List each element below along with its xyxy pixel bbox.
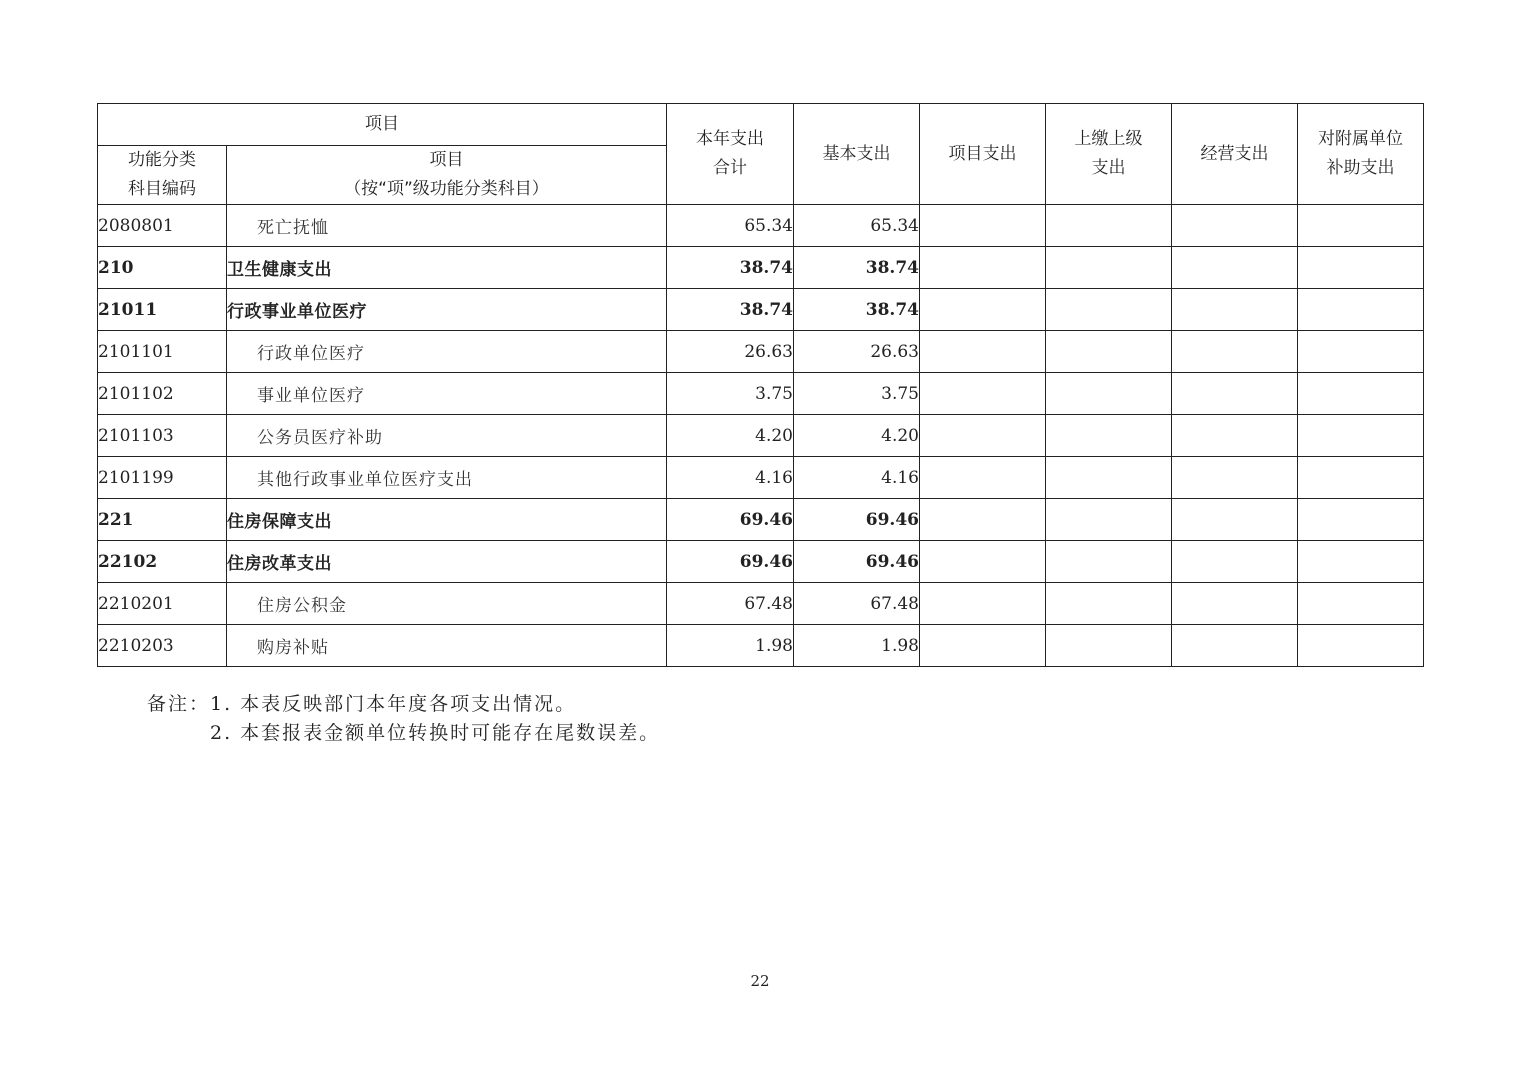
cell-upper [1046, 499, 1172, 541]
cell-total: 26.63 [667, 331, 794, 373]
cell-subsidy [1298, 541, 1424, 583]
cell-basic: 4.20 [794, 415, 920, 457]
table-row [98, 625, 1424, 667]
cell-operating [1172, 205, 1298, 247]
cell-code: 2210203 [98, 625, 227, 667]
cell-project [920, 247, 1046, 289]
table-row [98, 205, 1424, 247]
table-row [98, 289, 1424, 331]
cell-basic: 26.63 [794, 331, 920, 373]
cell-upper [1046, 541, 1172, 583]
cell-code: 2101199 [98, 457, 227, 499]
cell-basic: 38.74 [794, 247, 920, 289]
cell-name: 公务员医疗补助 [227, 415, 667, 457]
header-project: 项目支出 [920, 104, 1046, 205]
cell-upper [1046, 457, 1172, 499]
cell-subsidy [1298, 415, 1424, 457]
cell-subsidy [1298, 247, 1424, 289]
cell-project [920, 457, 1046, 499]
cell-operating [1172, 625, 1298, 667]
cell-name: 行政单位医疗 [227, 331, 667, 373]
note-line-2: 2. 本套报表金额单位转换时可能存在尾数误差。 [210, 722, 661, 744]
cell-project [920, 499, 1046, 541]
cell-code: 21011 [98, 289, 227, 331]
cell-name: 住房公积金 [227, 583, 667, 625]
cell-basic: 3.75 [794, 373, 920, 415]
cell-total: 1.98 [667, 625, 794, 667]
cell-project [920, 625, 1046, 667]
cell-operating [1172, 457, 1298, 499]
cell-basic: 69.46 [794, 499, 920, 541]
cell-basic: 38.74 [794, 289, 920, 331]
header-name: 项目 （按“项”级功能分类科目） [227, 146, 667, 205]
cell-subsidy [1298, 583, 1424, 625]
cell-total: 4.20 [667, 415, 794, 457]
header-total: 本年支出 合计 [667, 104, 794, 205]
cell-name: 住房保障支出 [227, 499, 667, 541]
table-row [98, 499, 1424, 541]
cell-operating [1172, 331, 1298, 373]
table-row [98, 541, 1424, 583]
cell-project [920, 373, 1046, 415]
cell-code: 2210201 [98, 583, 227, 625]
page-number: 22 [750, 972, 770, 990]
cell-subsidy [1298, 499, 1424, 541]
cell-upper [1046, 625, 1172, 667]
cell-operating [1172, 415, 1298, 457]
table-row [98, 457, 1424, 499]
cell-project [920, 583, 1046, 625]
cell-code: 2101102 [98, 373, 227, 415]
cell-name: 卫生健康支出 [227, 247, 667, 289]
cell-code: 210 [98, 247, 227, 289]
expenditure-table [97, 103, 1424, 667]
cell-code: 22102 [98, 541, 227, 583]
cell-subsidy [1298, 373, 1424, 415]
table-row [98, 247, 1424, 289]
table-row [98, 583, 1424, 625]
cell-code: 2080801 [98, 205, 227, 247]
cell-name: 购房补贴 [227, 625, 667, 667]
notes [147, 690, 660, 748]
cell-basic: 67.48 [794, 583, 920, 625]
cell-upper [1046, 373, 1172, 415]
cell-name: 行政事业单位医疗 [227, 289, 667, 331]
cell-total: 38.74 [667, 289, 794, 331]
cell-basic: 1.98 [794, 625, 920, 667]
header-code: 功能分类 科目编码 [98, 146, 227, 205]
cell-code: 221 [98, 499, 227, 541]
cell-name: 事业单位医疗 [227, 373, 667, 415]
cell-name: 住房改革支出 [227, 541, 667, 583]
cell-total: 3.75 [667, 373, 794, 415]
cell-total: 65.34 [667, 205, 794, 247]
cell-total: 69.46 [667, 541, 794, 583]
cell-project [920, 415, 1046, 457]
table-row [98, 415, 1424, 457]
cell-subsidy [1298, 331, 1424, 373]
cell-operating [1172, 541, 1298, 583]
cell-total: 38.74 [667, 247, 794, 289]
table-row [98, 373, 1424, 415]
cell-name: 其他行政事业单位医疗支出 [227, 457, 667, 499]
cell-code: 2101101 [98, 331, 227, 373]
cell-project [920, 289, 1046, 331]
cell-total: 69.46 [667, 499, 794, 541]
note-line-1: 备注：1. 本表反映部门本年度各项支出情况。 [147, 693, 577, 715]
cell-total: 67.48 [667, 583, 794, 625]
cell-code: 2101103 [98, 415, 227, 457]
cell-subsidy [1298, 457, 1424, 499]
cell-basic: 4.16 [794, 457, 920, 499]
header-upper: 上缴上级 支出 [1046, 104, 1172, 205]
cell-upper [1046, 205, 1172, 247]
cell-total: 4.16 [667, 457, 794, 499]
table-row [98, 331, 1424, 373]
cell-subsidy [1298, 205, 1424, 247]
header-operating: 经营支出 [1172, 104, 1298, 205]
cell-project [920, 541, 1046, 583]
cell-operating [1172, 499, 1298, 541]
cell-project [920, 205, 1046, 247]
cell-operating [1172, 583, 1298, 625]
header-subsidy: 对附属单位 补助支出 [1298, 104, 1424, 205]
cell-upper [1046, 289, 1172, 331]
cell-subsidy [1298, 625, 1424, 667]
cell-basic: 65.34 [794, 205, 920, 247]
cell-operating [1172, 247, 1298, 289]
cell-upper [1046, 247, 1172, 289]
cell-project [920, 331, 1046, 373]
header-basic: 基本支出 [794, 104, 920, 205]
cell-upper [1046, 331, 1172, 373]
cell-upper [1046, 583, 1172, 625]
cell-operating [1172, 373, 1298, 415]
cell-subsidy [1298, 289, 1424, 331]
cell-basic: 69.46 [794, 541, 920, 583]
cell-operating [1172, 289, 1298, 331]
cell-upper [1046, 415, 1172, 457]
cell-name: 死亡抚恤 [227, 205, 667, 247]
header-project-group: 项目 [98, 104, 667, 146]
